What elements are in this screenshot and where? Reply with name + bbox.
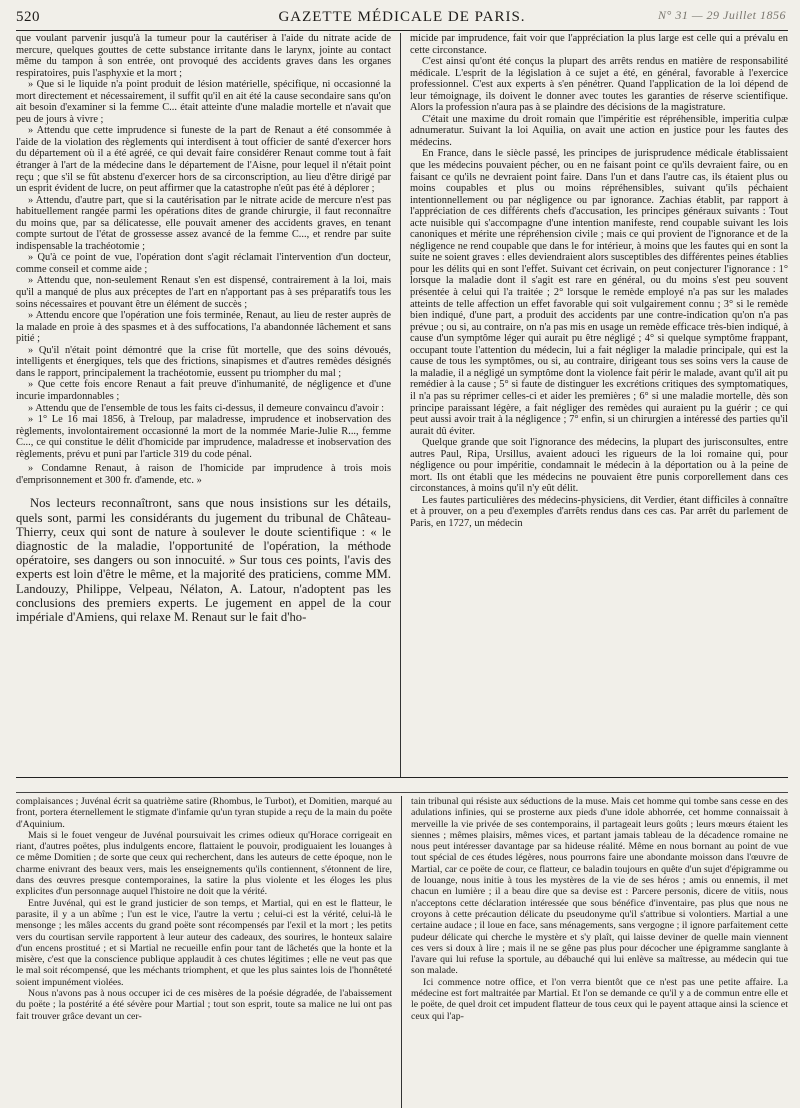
quote-paragraph: » Attendu encore que l'opération une fois terminée, Renaut, au lieu de rester auprès de la malade en proie à des spasmes et à des suffocations, l'a abandonnée lâchement et sans pitié ; — [16, 310, 391, 345]
article-paragraph: En France, dans le siècle passé, les principes de jurisprudence médicale établissaient que les médecins pouvaient pécher, ou en ne faisant point ce qu'ils devraient faire, ou en faisant ce qu'ils ne devraient point faire. Dans l'un et dans l'autre cas, ils étaient plus ou moins coupables et plus ou moins répréhensibles, suivant qu'ils péchaient intentionnellement ou par négligence ou par ignorance. Zachias établit, par rapport à l'appréciation de ces différents chefs d'accusation, les principes généraux suivants : Tout acte nuisible qui s'accompagne d'une intention manifeste, rend coupable suivant les lois canoniques et mérite une répréhension civile ; mais ce qui provient de l'ignorance et de la négligence ne rend coupable que dans le for intérieur, à moins que les fautes qui en sont la suite ne soient graves : elles deviendraient alors susceptibles des différentes peines établies pour les délits qui en sont l'effet. Suivant cet écrivain, on peut conjecturer l'ignorance : 1° lorsque la maladie dont il s'agit est rare en général, ou du moins s'est peu souvent présentée à celui qui l'a traitée ; 2° lorsque le remède employé n'a pas sur les malades atteints de telle affection un effet favorable qui soit vulgairement connu ; 3° si le remède bien indiqué, d'une part, a produit des accidents par une contre-indication qu'on n'a pas prévue ; ou si, au contraire, on n'a pas mis en usage un remède efficace très-bien indiqué, à cause d'un symptôme léger qui aurait pu être négligé ; 4° si quelque symptôme frappant, occupant toute l'attention du médecin, lui a fait négliger la maladie principale, qui est la cause de tous les symptômes, ou si, au contraire, dirigeant tous ses soins vers la cause de la maladie, il a négligé un symptôme dont la violence fait périr le malade, avant qu'il ait pu remédier à la cause ; 5° si faute de distinguer les excrétions critiques des symptomatiques, il n'a pas su réprimer celles-ci et aider les premières ; 6° si une maladie mortelle, dès son principe paraissant légère, a fait négliger des remèdes qui auraient pu la guérir ; ce qui peut aussi avoir trait à la négligence ; 7° enfin, si un chirurgien a intéressé des parties qu'il aurait dû éviter. — [410, 148, 788, 437]
quote-paragraph: » Attendu que de l'ensemble de tous les faits ci-dessus, il demeure convaincu d'avoir : — [28, 402, 385, 414]
feuilleton-paragraph: Ici commence notre office, et l'on verra bientôt que ce n'est pas une petite affaire. La médecine est fort maltraitée par Martial. Et l'on se demande ce qu'il y a de commun entre elle et le poëte, de quel droit cet impudent flatteur de tous ceux qui le payent attaque ainsi la science et ceux qui l'ap- — [411, 976, 788, 1022]
article-paragraph: micide par imprudence, fait voir que l'appréciation la plus large est celle qui a prévalu en cette circonstance. — [410, 33, 788, 56]
quote-paragraph: que voulant parvenir jusqu'à la tumeur pour la cautériser à l'aide du nitrate acide de mercure, quelques gouttes de cette substance irritante dans le larynx, jointe au contact même du tampon à son entrée, ont provoqué des accidents graves dans les organes respiratoires, puis l'asphyxie et la mort ; — [16, 33, 391, 79]
judgment-quote — [16, 33, 391, 486]
quote-paragraph: » Condamne Renaut, à raison de l'homicide par imprudence à trois mois d'emprisonnement et 300 fr. d'amende, etc. » — [16, 463, 391, 486]
handwritten-stamp: N° 31 — 29 Juillet 1856 — [658, 8, 786, 22]
quote-paragraph: » Attendu que cette imprudence si funeste de la part de Renaut a été consommée à l'aide de la violation des règlements qui interdisent à tout officier de santé d'exercer hors du département où il a été agréé, ce qui devait faire considérer Renaut comme tout à fait étranger à l'art de la médecine dans le département de l'Aisne, pour lequel il n'était point reçu ; que s'il se fût abstenu d'exercer hors de sa circonscription, au lieu d'être dirigé par un esprit évident de lucre, on peut affirmer que la catastrophe n'eût pas été à déplorer ; — [16, 125, 391, 195]
quote-paragraph: » Qu'à ce point de vue, l'opération dont s'agit réclamait l'intervention d'un docteur, comme conseil et comme aide ; — [16, 252, 391, 275]
article-paragraph: C'était une maxime du droit romain que l'impéritie est répréhensible, imperitia culpæ adnumeratur. Suivant la loi Aquilia, on avait une action en justice pour les fautes des médecins. — [410, 113, 788, 148]
feuilleton-rule — [16, 792, 788, 793]
feuilleton-paragraph: Nous n'avons pas à nous occuper ici de ces misères de la poésie dégradée, de l'abaissement du poëte ; la postérité a été sévère pour Martial ; tout son esprit, toute sa malice ne lui ont pas fait trouver grâce devant un cer- — [16, 988, 392, 1022]
feuilleton-paragraph: tain tribunal qui résiste aux séductions de la muse. Mais cet homme qui tombe sans cesse en des adulations infinies, qui se prosterne aux pieds d'une idole abhorrée, cet homme connaissait à merveille la vie privée de ses contemporains, il partageait leurs goûts ; leurs mœurs étaient les siennes ; mêmes plaisirs, mêmes vices, et partant jamais tableau de la décadence romaine ne nous peut intéresser davantage par sa hideuse réalité. Même en nous bornant au point de vue tout spécial de ces études légères, nous pourrons faire une abondante moisson dans l'œuvre de Martial, car ce poëte de cour, ce flatteur, ce baladin toujours en quête d'un sujet d'épigramme ou de louange, nous initie à tous les mystères de la vie de ses héros ; amis ou ennemis, il met chacun en lumière ; il a beau dire que sa devise est : Parcere personis, dicere de vitiis, nous n'acceptons cette déclaration intéressée que sous bénéfice d'inventaire, pas plus que nous ne croyons à cette précaution délicate du pseudonyme qu'il s'attribue si volontiers. Martial a une certaine audace ; il loue en face, sans ménagements, sans vergogne ; il ignore parfaitement cette pudeur délicate qui cherche le mystère et s'y plaît, qui laisse deviner de quelle main viennent ces vers si doux à lire ; mais il ne se gêne pas plus pour décocher une épigramme sanglante à l'avare qui lui refuse la sportule, au débauché qui lui enlève sa maîtresse, au médecin qui tue son malade. — [411, 796, 788, 977]
page-number: 520 — [16, 9, 40, 25]
article-paragraph: Quelque grande que soit l'ignorance des médecins, la plupart des jurisconsultes, entre autres Paul, Ripa, Ursillus, avaient adouci les rigueurs de la loi romaine qui, pour négligence ou pour impéritie, condamnait le médecin à la déportation ou à la peine de mort. Ils ont établi que les médecins ne pouvaient être punis corporellement dans ces circonstances, à moins qu'il n'y eût délit. — [410, 437, 788, 495]
quote-paragraph: » Attendu, d'autre part, que si la cautérisation par le nitrate acide de mercure n'est pas habituellement rangée parmi les opérations dites de grande chirurgie, il faut reconnaître du moins que, par sa délicatesse, elle pouvait amener des accidents graves, en tenant compte surtout de l'état de grossesse assez avancé de la femme C..., et rendre par suite indispensable la trachéotomie ; — [16, 194, 391, 252]
feuilleton-paragraph: complaisances ; Juvénal écrit sa quatrième satire (Rhombus, le Turbot), et Domitien, marqué au front, portera éternellement le stigmate d'infamie qu'un tyran stupide a reçu de la main du poëte d'Aquinium. — [16, 796, 392, 830]
column-divider — [401, 796, 402, 1108]
upper-right-column — [410, 33, 788, 777]
feuilleton-paragraph: Mais si le fouet vengeur de Juvénal poursuivait les crimes odieux qu'Horace corrigeait en riant, d'autres poëtes, plus indulgents encore, flattaient le pouvoir, prodiguaient les louanges à ce même Domitien ; de sorte que ceux qui recherchent, dans les auteurs de cette époque, non le charme enivrant des beaux vers, mais les enseignements qu'ils contiennent, s'étonnent de lire, dans des œuvres presque contemporaines, la satire la plus violente et les éloges les plus explicites d'un personnage auquel l'histoire ne doit que la vérité. — [16, 829, 392, 898]
page-header — [16, 6, 788, 31]
commentary-paragraph: Nos lecteurs reconnaîtront, sans que nous insistions sur les détails, quels sont, parmi les considérants du jugement du tribunal de Château-Thierry, ceux qui sont de nature à soulever le doute scientifique : « le diagnostic de la maladie, l'opportunité de l'opération, la méthode opératoire, ses dangers ou son innocuité. » Sur tous ces points, l'avis des experts est loin d'être le même, et la majorité des praticiens, comme MM. Landouzy, Philippe, Velpeau, Nélaton, A. Latour, n'adoptent pas les conclusions des premiers experts. Le jugement en appel de la cour impériale d'Amiens, qui relaxe M. Renaut sur le fait d'ho- — [16, 496, 391, 624]
feuilleton-paragraph: Entre Juvénal, qui est le grand justicier de son temps, et Martial, qui en est le flatteur, le parasite, il y a un abîme ; l'un est le vice, l'autre la vertu ; celui-ci est la vérité, celui-là le mensonge ; les mâles accents du grand poëte sont récompensés par l'exil et la mort ; les petits vers du courtisan servile rapportent à leur auteur des cadeaux, des sourires, le honteux salaire d'un encens prostitué ; et si Martial ne recueille enfin pour tant de lâchetés que la honte et la misère, c'est que la conscience publique applaudit à ces chutes légitimes ; elle ne veut pas que le mal soit récompensé, que les méchants triomphent, et que les plus saintes lois de l'honnêteté soient impunément violées. — [16, 897, 392, 988]
editorial-commentary — [16, 496, 391, 624]
lower-left-column — [16, 796, 392, 1108]
upper-section — [16, 33, 788, 778]
article-paragraph: C'est ainsi qu'ont été conçus la plupart des arrêts rendus en matière de responsabilité médicale. L'esprit de la législation à ce sujet a été, en général, favorable à l'exercice professionnel. C'est aux experts à s'en pénétrer. Quand l'application de la loi dépend de leur témoignage, ils doivent le donner avec toutes les garanties de réserve scientifique. Alors la profession n'aura pas à se plaindre des décisions de la magistrature. — [410, 56, 788, 114]
quote-paragraph: » Que si le liquide n'a point produit de lésion matérielle, spécifique, ni occasionné la mort directement et nécessairement, il suffit qu'il en ait été la cause secondaire sans qu'on ait besoin d'examiner si la femme C... était atteinte d'une maladie mortelle et n'avait que peu de jours à vivre ; — [16, 79, 391, 125]
quote-paragraph: » 1° Le 16 mai 1856, à Treloup, par maladresse, imprudence et inobservation des règlements, involontairement occasionné la mort de la nommée Marie-Julie R..., femme C..., ce qui constitue le délit d'homicide par imprudence, maladresse et inobservation des règlements, prévu et puni par l'article 319 du code pénal. — [16, 414, 391, 460]
lower-right-column — [411, 796, 788, 1108]
feuilleton-section — [16, 796, 788, 1108]
column-divider — [400, 33, 401, 777]
article-paragraph: Les fautes particulières des médecins-physiciens, dit Verdier, étant difficiles à connaître et à prouver, on a peu d'exemples d'arrêts rendus dans ces cas. Par arrêt du parlement de Paris, en 1727, un médecin — [410, 494, 788, 529]
quote-paragraph: » Qu'il n'était point démontré que la crise fût mortelle, que des soins dévoués, intelligents et énergiques, tels que des frictions, sinapismes et d'autres remèdes désignés dans le rapport, principalement la trachéotomie, eussent pu triompher du mal ; — [16, 344, 391, 379]
upper-left-column — [16, 33, 391, 777]
journal-title: GAZETTE MÉDICALE DE PARIS. — [278, 9, 526, 25]
quote-paragraph: » Attendu que, non-seulement Renaut s'en est dispensé, contrairement à la loi, mais qu'il a manqué de plus aux préceptes de l'art en n'apportant pas à ses préparatifs tous les soins nécessaires et pouvant être un élément de succès ; — [16, 275, 391, 310]
quote-paragraph: » Que cette fois encore Renaut a fait preuve d'inhumanité, de négligence et d'une incurie impardonnables ; — [16, 379, 391, 402]
